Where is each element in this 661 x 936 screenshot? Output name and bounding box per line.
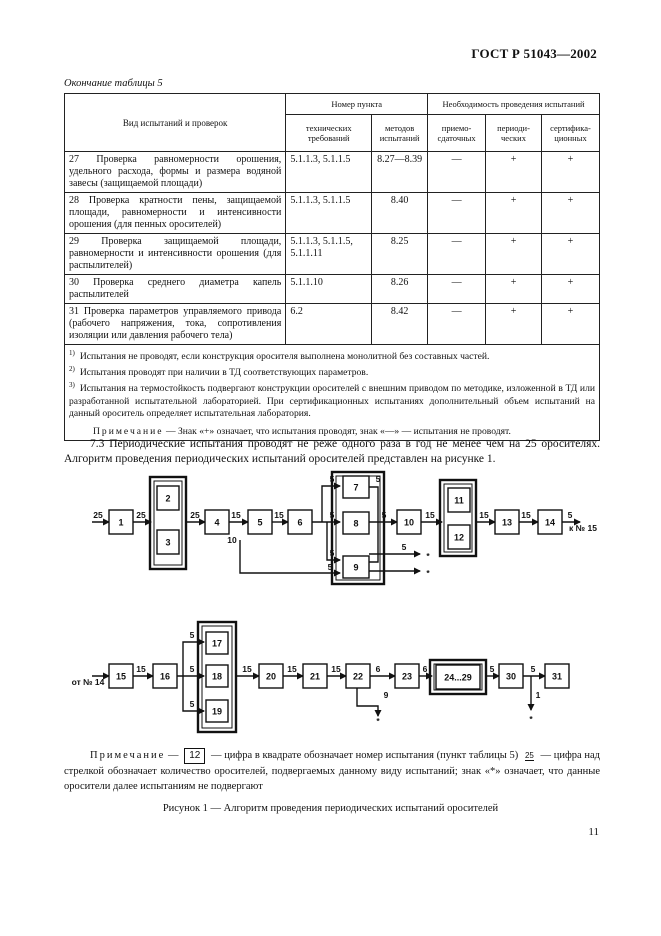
arrow-count-label: 15 xyxy=(521,510,531,520)
row-cert: + xyxy=(541,234,599,275)
reject-star: * xyxy=(426,568,430,578)
box-label: 21 xyxy=(309,671,321,682)
test-box-19 xyxy=(206,700,228,722)
col-accept-header: приемо-сдаточных xyxy=(428,115,486,152)
note-label: Примечание xyxy=(93,425,164,437)
box-label: 4 xyxy=(214,517,220,528)
test-box-2 xyxy=(157,486,179,510)
row-accept: — xyxy=(428,304,486,345)
arrow-count-label: 5 xyxy=(530,664,536,674)
arrow-count-label: 15 xyxy=(136,664,146,674)
table-row xyxy=(65,275,600,304)
arrow-count-example: 25 xyxy=(524,751,534,760)
arrow-count-label: 15 xyxy=(479,510,489,520)
note-text: — Знак «+» означает, что испытания проводят, знак «—» — испытания не проводят. xyxy=(163,425,511,437)
box-label: 10 xyxy=(403,517,415,528)
arrow-count-label: 15 xyxy=(331,664,341,674)
row-name: 30 Проверка среднего диаметра капель распылителей xyxy=(65,275,286,304)
arrow-count-label: 6 xyxy=(422,664,428,674)
footnote-mark: 3) xyxy=(69,381,75,390)
row-method: 8.42 xyxy=(372,304,428,345)
box-label: 18 xyxy=(211,671,223,682)
box-label: 1 xyxy=(118,517,124,528)
table-header-row xyxy=(65,94,600,115)
box-label: 19 xyxy=(211,706,223,717)
col-necessity-header: Необходимость проведения испытаний xyxy=(428,94,600,115)
col-periodic-header: периоди-ческих xyxy=(486,115,542,152)
tests-table xyxy=(64,93,600,441)
box-label: 11 xyxy=(454,495,464,506)
test-box-24-29 xyxy=(436,665,480,689)
footnote-mark: 2) xyxy=(69,365,75,374)
col-number-header: Номер пункта xyxy=(286,94,428,115)
table-row xyxy=(65,304,600,345)
box-label: 22 xyxy=(352,671,364,682)
arrow-count-label: 5 xyxy=(489,664,495,674)
col-test-header: Вид испытаний и проверок xyxy=(65,94,286,152)
arrow-count-label: 15 xyxy=(231,510,241,520)
figure-caption: Рисунок 1 — Алгоритм проведения периодических испытаний оросителей xyxy=(162,803,499,814)
box-label: 23 xyxy=(401,671,413,682)
box-label: 3 xyxy=(165,537,171,548)
arrow-count-label: 10 xyxy=(227,535,237,545)
footnote-mark: 1) xyxy=(69,349,75,357)
test-box-5 xyxy=(248,510,272,534)
row-method: 8.40 xyxy=(372,193,428,234)
test-box-18 xyxy=(206,665,228,687)
test-box-11 xyxy=(448,488,470,512)
arrow-count-label: 5 xyxy=(381,510,387,520)
test-box-23 xyxy=(395,664,419,688)
test-box-13 xyxy=(495,510,519,534)
table-row xyxy=(65,234,600,275)
footnote xyxy=(69,347,595,363)
box-label: 24...29 xyxy=(444,672,472,683)
arrow-count-label: 5 xyxy=(329,474,335,484)
from-box-14-label: от № 14 xyxy=(71,677,105,687)
box-label: 17 xyxy=(211,638,223,649)
reject-star: * xyxy=(376,716,380,726)
footnote-text: Испытания проводят при наличии в ТД соответствующих параметров. xyxy=(79,367,369,379)
row-method: 8.27—8.39 xyxy=(372,152,428,193)
figure-note-text2: — цифра над стрелкой обозначает количество оросителей, подвергаемых данному виду испытаний; знак «*» означает, что данные оросители далее испытаниям не подвергают xyxy=(64,750,600,792)
row-accept: — xyxy=(428,275,486,304)
col-methods-header: методов испытаний xyxy=(372,115,428,152)
box-label: 16 xyxy=(159,671,171,682)
box-label: 15 xyxy=(115,671,127,682)
row-periodic: + xyxy=(486,152,542,193)
arrow-count-label: 9 xyxy=(383,690,389,700)
box-label: 12 xyxy=(453,532,465,543)
footnote-text: Испытания не проводят, если конструкция оросителя выполнена монолитной без составных частей. xyxy=(79,351,490,363)
test-box-4 xyxy=(205,510,229,534)
row-name: 28 Проверка кратности пены, защищаемой площади, равномерности и интенсивности орошения (для пенных оросителей) xyxy=(65,193,286,234)
arrow-count-label: 5 xyxy=(401,542,407,552)
test-box-17 xyxy=(206,632,228,654)
row-cert: + xyxy=(541,193,599,234)
box-label: 8 xyxy=(353,518,359,529)
flow-arrow xyxy=(369,487,378,522)
numbered-box-example: 12 xyxy=(184,748,205,764)
test-box-3 xyxy=(157,530,179,554)
test-box-31 xyxy=(545,664,569,688)
arrow-count-label: 25 xyxy=(136,510,146,520)
figure-note-text1: — цифра в квадрате обозначает номер испытания (пункт таблицы 5) xyxy=(208,750,521,761)
row-tech: 5.1.1.3, 5.1.1.5 xyxy=(286,193,372,234)
row-cert: + xyxy=(541,304,599,345)
figure-note-label: Примечание xyxy=(90,750,166,761)
col-cert-header: сертифика-ционных xyxy=(541,115,599,152)
page-number: 11 xyxy=(588,826,599,838)
figure-note-sep: — xyxy=(165,750,182,761)
row-tech: 5.1.1.3, 5.1.1.5, 5.1.1.11 xyxy=(286,234,372,275)
row-periodic: + xyxy=(486,304,542,345)
col-tech-header: технических требований xyxy=(286,115,372,152)
box-label: 30 xyxy=(505,671,517,682)
row-accept: — xyxy=(428,193,486,234)
test-box-14 xyxy=(538,510,562,534)
arrow-count-label: 15 xyxy=(287,664,297,674)
arrow-count-label: 15 xyxy=(274,510,284,520)
flow-arrow xyxy=(369,522,378,562)
row-tech: 5.1.1.3, 5.1.1.5 xyxy=(286,152,372,193)
test-box-1 xyxy=(109,510,133,534)
box-label: 7 xyxy=(353,482,359,493)
test-box-16 xyxy=(153,664,177,688)
box-label: 14 xyxy=(544,517,556,528)
row-periodic: + xyxy=(486,234,542,275)
table-note xyxy=(69,426,595,438)
footnote xyxy=(69,363,595,379)
row-method: 8.25 xyxy=(372,234,428,275)
test-box-12 xyxy=(448,525,470,549)
figure-note xyxy=(64,748,600,794)
box-label: 31 xyxy=(551,671,563,682)
footnote-text: Испытания на термостойкость подвергают конструкции оросителей с внешним приводом по методике, изложенной в ТД или разработанной испытательной лабораторией. При сертификационных испытаниях дополнительный объем испытаний на данный ороситель определяет испытательная лаборатория. xyxy=(69,383,595,419)
arrow-count-label: 5 xyxy=(327,562,333,572)
arrow-count-label: 5 xyxy=(329,510,335,520)
row-accept: — xyxy=(428,152,486,193)
test-box-30 xyxy=(499,664,523,688)
row-name: 27 Проверка равномерности орошения, удельного расхода, формы и размера водяной завесы (защищаемой площади) xyxy=(65,152,286,193)
reject-star: * xyxy=(426,551,430,561)
row-tech: 5.1.1.10 xyxy=(286,275,372,304)
arrow-count-label: 25 xyxy=(93,510,103,520)
row-cert: + xyxy=(541,152,599,193)
arrow-count-label: 6 xyxy=(375,664,381,674)
test-box-9 xyxy=(343,556,369,578)
footnote xyxy=(69,379,595,419)
table-row xyxy=(65,152,600,193)
arrow-count-label: 5 xyxy=(189,630,195,640)
row-periodic: + xyxy=(486,275,542,304)
test-box-7 xyxy=(343,476,369,498)
algorithm-figure xyxy=(0,470,661,740)
row-name: 31 Проверка параметров управляемого привода (рабочего напряжения, тока, сопротивления изоляции или давления рабочего тела) xyxy=(65,304,286,345)
flow-arrow xyxy=(240,540,340,573)
arrow-count-label: 5 xyxy=(329,548,335,558)
test-box-8 xyxy=(343,512,369,534)
row-periodic: + xyxy=(486,193,542,234)
row-accept: — xyxy=(428,234,486,275)
box-label: 6 xyxy=(297,517,303,528)
section-paragraph: 7.3 Периодические испытания проводят не реже одного раза в год не менее чем на 25 оросителях. Алгоритм проведения периодических испытаний оросителей представлен на рисунке 1. xyxy=(64,438,600,465)
test-box-15 xyxy=(109,664,133,688)
arrow-count-label: 15 xyxy=(242,664,252,674)
to-box-15-label: к № 15 xyxy=(569,523,597,533)
test-box-20 xyxy=(259,664,283,688)
box-label: 2 xyxy=(165,493,171,504)
table-footnotes xyxy=(65,345,600,441)
test-box-10 xyxy=(397,510,421,534)
row-method: 8.26 xyxy=(372,275,428,304)
arrow-count-label: 5 xyxy=(375,474,381,484)
row-name: 29 Проверка защищаемой площади, равномерности и интенсивности орошения (для распылителей) xyxy=(65,234,286,275)
arrow-count-label: 25 xyxy=(190,510,200,520)
arrow-count-label: 1 xyxy=(535,690,541,700)
test-box-6 xyxy=(288,510,312,534)
reject-star: * xyxy=(529,714,533,724)
table-footnotes-row xyxy=(65,345,600,441)
table-caption: Окончание таблицы 5 xyxy=(64,78,163,89)
box-label: 20 xyxy=(265,671,277,682)
table-row xyxy=(65,193,600,234)
flow-arrow xyxy=(357,688,378,716)
arrow-count-label: 5 xyxy=(189,664,195,674)
arrow-count-label: 5 xyxy=(567,510,573,520)
box-label: 9 xyxy=(353,562,359,573)
box-label: 5 xyxy=(257,517,263,528)
row-tech: 6.2 xyxy=(286,304,372,345)
row-cert: + xyxy=(541,275,599,304)
test-box-22 xyxy=(346,664,370,688)
test-box-21 xyxy=(303,664,327,688)
box-label: 13 xyxy=(501,517,513,528)
arrow-count-label: 15 xyxy=(425,510,435,520)
arrow-count-label: 5 xyxy=(189,699,195,709)
standard-header: ГОСТ Р 51043—2002 xyxy=(471,46,597,61)
